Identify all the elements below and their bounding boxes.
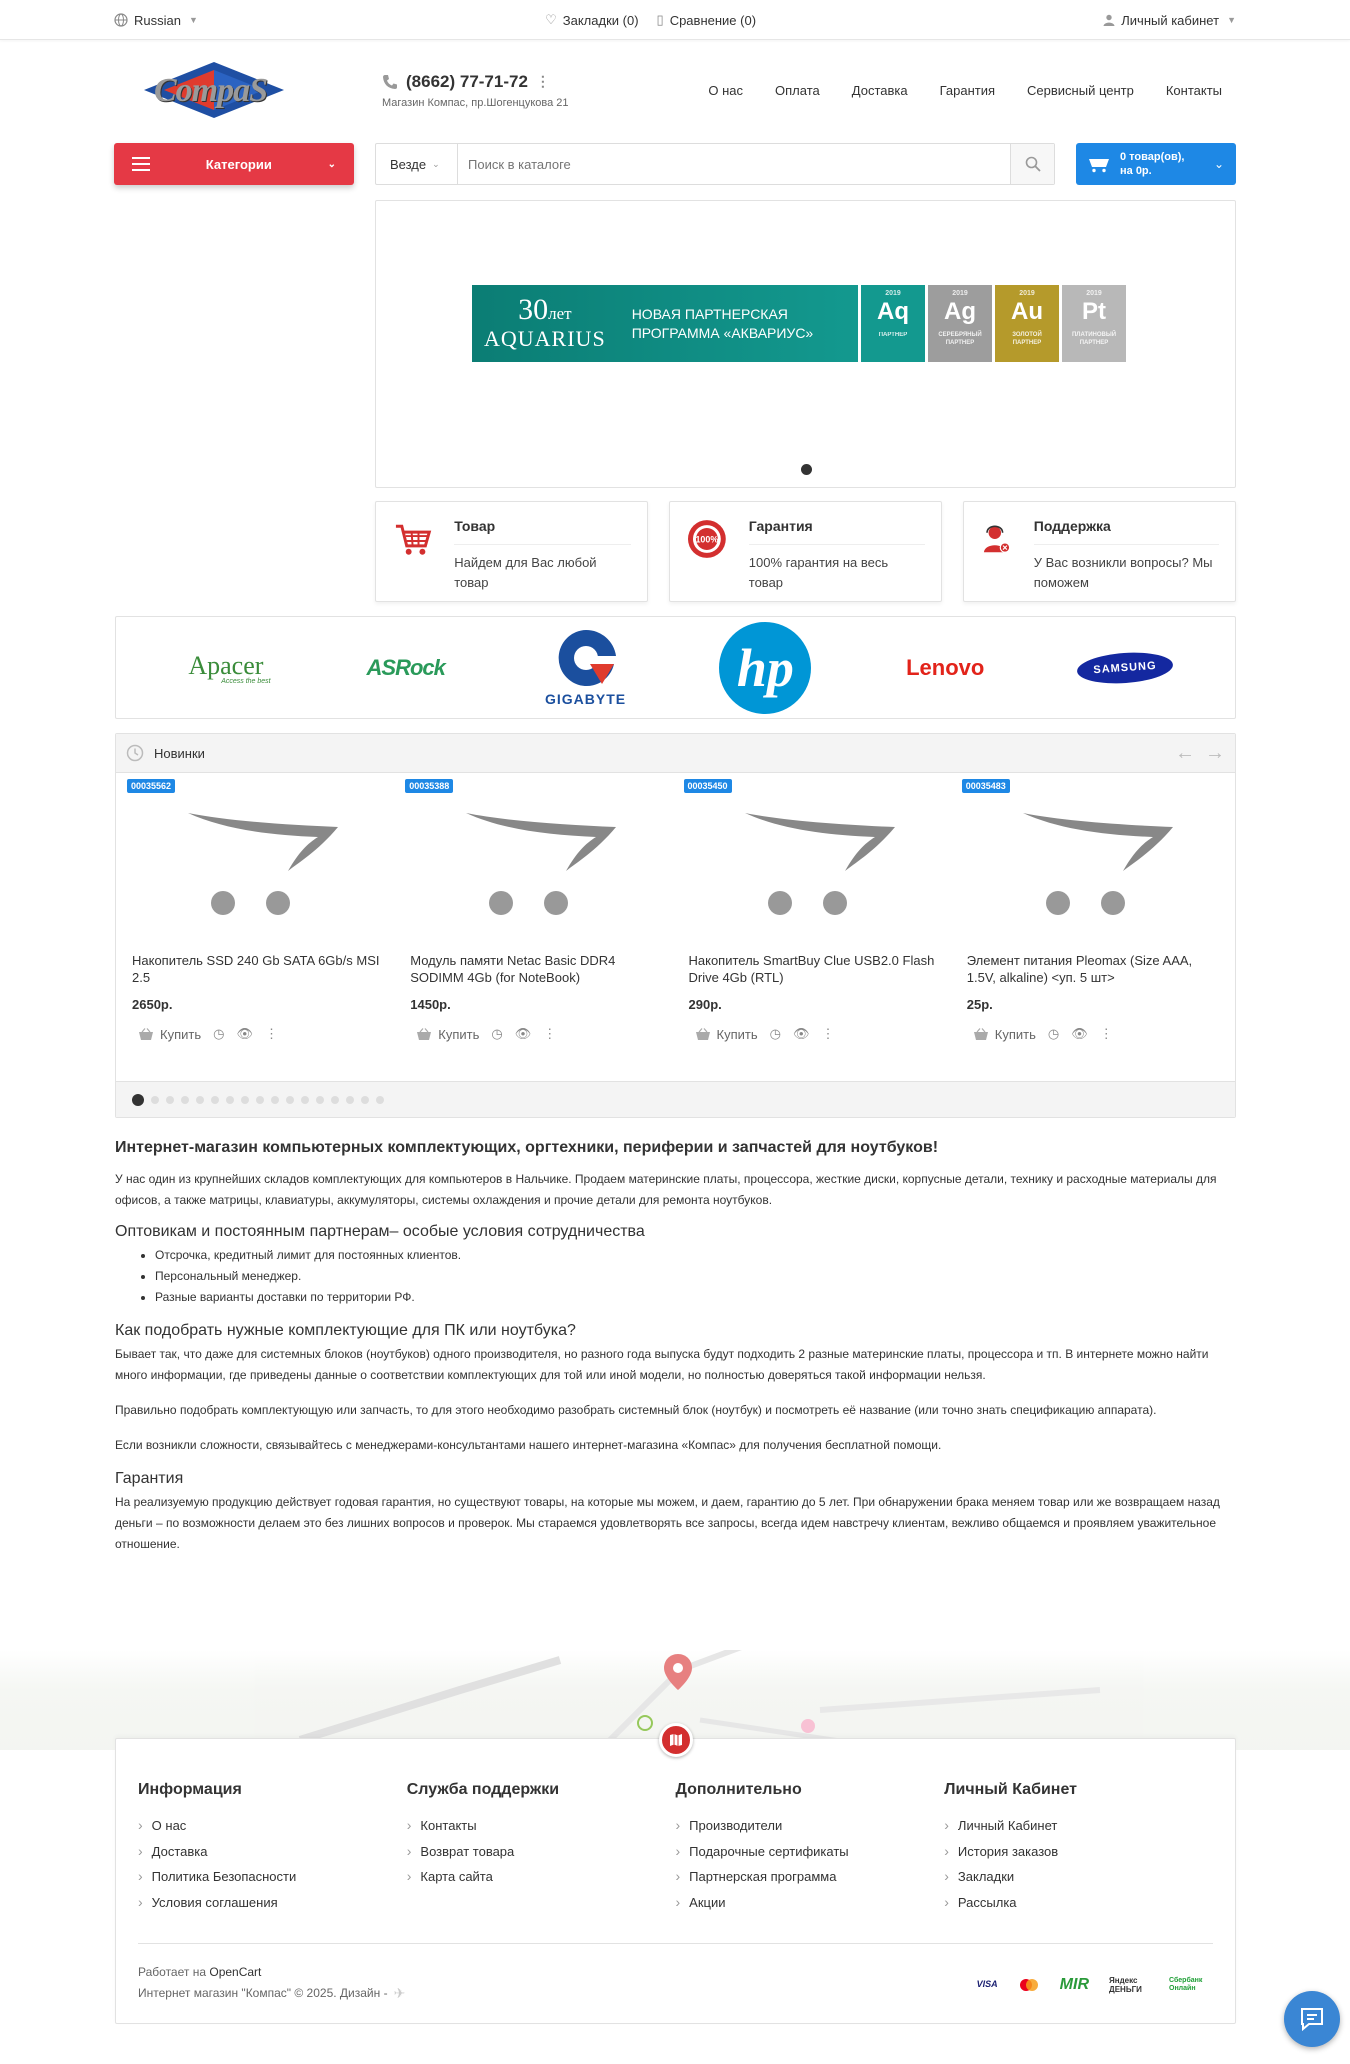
brand-asrock-label: ASRock <box>366 654 445 680</box>
chevron-down-icon: ▼ <box>188 15 198 25</box>
categories-button[interactable] <box>114 143 354 185</box>
more-vertical-icon[interactable]: ⋮ <box>543 1026 557 1041</box>
badge-symbol: Pt <box>1082 298 1106 325</box>
feature-text: 100% гарантия на весь товар <box>748 555 889 590</box>
footer-column-title: Личный Кабинет <box>944 1781 1077 1798</box>
feature-title: Товар <box>454 518 631 545</box>
eye-icon[interactable]: 👁 <box>514 1026 532 1041</box>
brands-carousel <box>115 616 1236 719</box>
pagination-dot[interactable] <box>196 1096 204 1104</box>
list-item: • Персональный менеджер. <box>155 1266 1236 1287</box>
product-list <box>116 773 1235 1078</box>
pagination-dot[interactable] <box>286 1096 294 1104</box>
pagination-dot[interactable] <box>301 1096 309 1104</box>
user-icon <box>1103 14 1115 26</box>
globe-icon <box>114 13 128 27</box>
content-subheading: Оптовикам и постоянным партнерам– особые условия сотрудничества <box>115 1223 645 1240</box>
badge-symbol: Ag <box>944 298 976 325</box>
visa-icon: VISA <box>976 1979 998 1989</box>
list-item: • Отсрочка, кредитный лимит для постоянных клиентов. <box>155 1245 1236 1266</box>
bookmarks-link[interactable] <box>545 12 638 28</box>
badge-caption: ПЛАТИНОВЫЙ ПАРТНЕР <box>1071 332 1117 346</box>
content-subheading: Как подобрать нужные комплектующие для ПК или ноутбука? <box>115 1322 576 1339</box>
product-card[interactable] <box>119 773 397 1078</box>
footer-column <box>138 1781 407 1915</box>
aquarius-banner[interactable] <box>472 285 1126 362</box>
sberbank-icon: Сбербанк Онлайн <box>1169 1976 1203 1992</box>
chevron-down-icon: ⌄ <box>1213 157 1224 171</box>
product-name[interactable]: Модуль памяти Netac Basic DDR4 SODIMM 4Gb (for NoteBook) <box>410 953 616 985</box>
pagination-dot[interactable] <box>241 1096 249 1104</box>
footer-link[interactable]: › Закладки <box>944 1864 1213 1890</box>
novelties-title: Новинки <box>154 745 205 761</box>
language-label: Russian <box>134 12 181 28</box>
product-image-placeholder[interactable] <box>687 773 943 928</box>
banner-brand: AQUARIUS <box>484 326 606 351</box>
content-paragraph: Бывает так, что даже для системных блоков (ноутбуков) одного производителя, но разного года выпуска будут подходить 2 разные материнские платы, процессора и тп. В интернете можно найти много информации, где приведены данные о соответствии комплектующих для той или иной модели, но полностью доверяться такой информации нельзя. <box>115 1347 1209 1382</box>
search-scope-select[interactable] <box>376 144 458 184</box>
phone-label: (8662) 77-71-72 <box>406 71 528 91</box>
footer-column <box>676 1781 945 1915</box>
feature-text: Найдем для Вас любой товар <box>454 555 597 590</box>
content-list <box>155 1245 1236 1308</box>
brand-apacer[interactable] <box>151 623 301 713</box>
product-price: 1450р. <box>410 997 451 1012</box>
more-vertical-icon[interactable]: ⋮ <box>264 1026 278 1041</box>
footer-link[interactable]: › Производители <box>676 1813 945 1839</box>
gigabyte-logo-icon <box>550 628 622 688</box>
cart-placeholder-icon <box>725 791 905 921</box>
compare-label: Сравнение (0) <box>669 12 757 28</box>
chevron-down-icon: ⌄ <box>432 158 440 169</box>
footer-column <box>407 1781 676 1915</box>
eye-icon[interactable]: 👁 <box>792 1026 810 1041</box>
mir-icon: MIR <box>1059 1976 1089 1993</box>
product-sku-badge: 00035388 <box>405 779 453 793</box>
top-bar <box>0 0 1350 40</box>
product-sku-badge: 00035483 <box>962 779 1010 793</box>
cart-placeholder-icon <box>446 791 626 921</box>
pagination-dot[interactable] <box>271 1096 279 1104</box>
feature-text: У Вас возникли вопросы? Мы поможем <box>1033 555 1213 590</box>
pagination-dot[interactable] <box>211 1096 219 1104</box>
map-toggle-button[interactable] <box>659 1723 693 1757</box>
partner-badge <box>995 285 1059 362</box>
buy-button[interactable] <box>973 1027 1036 1042</box>
store-address: Магазин Компас, пр.Шогенцукова 21 <box>382 96 569 109</box>
timer-icon[interactable]: ◷ <box>491 1026 503 1041</box>
basket-icon <box>138 1028 154 1041</box>
nav-delivery[interactable]: Доставка <box>851 82 908 98</box>
phone-icon <box>382 74 398 90</box>
basket-icon <box>416 1028 432 1041</box>
yandex-money-icon: Яндекс ДЕНЬГИ <box>1109 1975 1142 1994</box>
footer-links <box>676 1813 945 1915</box>
pagination-dot[interactable] <box>331 1096 339 1104</box>
warranty-seal-icon <box>686 518 728 560</box>
content-heading: Интернет-магазин компьютерных комплектующих, оргтехники, периферии и запчастей для ноутбуков! <box>115 1139 939 1156</box>
cart-placeholder-icon <box>168 791 348 921</box>
pagination-dot[interactable] <box>361 1096 369 1104</box>
brand-samsung[interactable] <box>1050 623 1200 713</box>
pagination-dot[interactable] <box>166 1096 174 1104</box>
nav-service-center[interactable]: Сервисный центр <box>1027 82 1134 98</box>
footer-link[interactable]: › Доставка <box>138 1839 407 1865</box>
slider-dot-active[interactable] <box>801 464 812 475</box>
banner-promo-line1: НОВАЯ ПАРТНЕРСКАЯ <box>631 305 788 322</box>
badge-symbol: Aq <box>877 298 909 325</box>
badge-year: 2019 <box>1019 290 1035 297</box>
brand-asrock[interactable] <box>331 623 481 713</box>
pagination-dot[interactable] <box>376 1096 384 1104</box>
product-card[interactable] <box>954 773 1232 1078</box>
pagination-dot[interactable] <box>132 1094 144 1106</box>
partner-badge <box>928 285 992 362</box>
buy-label: Купить <box>994 1026 1036 1042</box>
more-vertical-icon[interactable]: ⋮ <box>821 1026 835 1041</box>
mastercard-icon <box>1018 1978 1040 1992</box>
list-item: • Разные варианты доставки по территории РФ. <box>155 1287 1236 1308</box>
cart-placeholder-icon <box>1003 791 1183 921</box>
search-bar <box>375 143 1055 185</box>
eye-icon[interactable]: 👁 <box>1071 1026 1088 1041</box>
brand-lenovo-label: Lenovo <box>906 654 985 680</box>
product-sku-badge: 00035562 <box>127 779 175 793</box>
brand-apacer-label: Apacer <box>188 650 264 680</box>
search-row <box>0 142 1350 186</box>
pagination-dot[interactable] <box>346 1096 354 1104</box>
footer-link[interactable]: › Возврат товара <box>407 1839 676 1865</box>
nav-about[interactable]: О нас <box>708 82 744 98</box>
brand-hp[interactable] <box>690 623 840 713</box>
brand-lenovo[interactable] <box>870 623 1020 713</box>
buy-button[interactable] <box>416 1027 479 1042</box>
product-price: 2650р. <box>132 997 173 1012</box>
product-price: 290р. <box>688 997 722 1012</box>
product-image-placeholder[interactable] <box>130 773 386 928</box>
chat-button[interactable] <box>1284 1991 1340 2047</box>
footer-link[interactable]: › Условия соглашения <box>138 1890 407 1916</box>
novelties-section <box>115 733 1236 1118</box>
designer-logo-icon[interactable]: ✈ <box>393 1985 406 2001</box>
map-icon <box>669 1733 683 1747</box>
footer-column-title: Информация <box>138 1781 242 1798</box>
product-name[interactable]: Накопитель SmartBuy Clue USB2.0 Flash Drive 4Gb (RTL) <box>688 953 935 985</box>
more-vertical-icon[interactable]: ⋮ <box>535 73 550 89</box>
logo-text: CompaS <box>154 72 268 109</box>
footer-link[interactable]: › Личный Кабинет <box>944 1813 1213 1839</box>
pagination-dot[interactable] <box>151 1096 159 1104</box>
buy-button[interactable] <box>695 1027 758 1042</box>
brand-gigabyte-label: GIGABYTE <box>545 691 627 707</box>
nav-warranty[interactable]: Гарантия <box>939 82 996 98</box>
eye-icon[interactable]: 👁 <box>236 1026 253 1041</box>
buy-label: Купить <box>438 1026 480 1042</box>
novelties-header <box>116 734 1235 773</box>
feature-product <box>375 501 648 602</box>
more-vertical-icon[interactable]: ⋮ <box>1099 1026 1113 1041</box>
account-label: Личный кабинет <box>1121 12 1220 28</box>
cart-total: на 0р. <box>1120 165 1152 177</box>
pagination-dot[interactable] <box>226 1096 234 1104</box>
footer-link[interactable]: › Карта сайта <box>407 1864 676 1890</box>
compare-icon: ▯ <box>656 12 664 27</box>
search-icon <box>1025 156 1041 172</box>
timer-icon[interactable]: ◷ <box>1047 1026 1060 1041</box>
compare-link[interactable] <box>657 12 757 28</box>
product-name[interactable]: Элемент питания Pleomax (Size AAA, 1.5V, alkaline) <уп. 5 шт> <box>966 953 1193 985</box>
account-menu[interactable] <box>1103 13 1236 28</box>
product-price: 25р. <box>966 997 993 1012</box>
product-card[interactable] <box>397 773 675 1078</box>
feature-warranty <box>669 501 942 602</box>
language-selector[interactable] <box>114 13 198 28</box>
copyright: Интернет магазин "Компас" © 2025. Дизайн - <box>138 1986 388 2000</box>
content-paragraph: На реализуемую продукцию действует годовая гарантия, но существуют товары, на которые мы можем, и даем, гарантию до 5 лет. При обнаружении брака меняем товар или же возвращаем назад деньги – по возможности делаем это без лишних вопросов и проверок. Мы стараемся удовлетворять все запросы, всегда идем навстречу клиентам, вежливо общаемся и проявляем уважительное отношение. <box>115 1495 1220 1551</box>
banner-slider <box>375 200 1236 488</box>
feature-title: Поддержка <box>1034 518 1219 545</box>
cart-button[interactable] <box>1076 143 1236 185</box>
timer-icon[interactable]: ◷ <box>213 1026 225 1041</box>
footer-link[interactable]: › О нас <box>138 1813 407 1839</box>
arrow-right-icon[interactable]: → <box>1205 741 1225 764</box>
site-header <box>0 40 1350 140</box>
novelties-pagination <box>116 1081 1235 1117</box>
search-input[interactable] <box>458 144 1010 184</box>
footer-link[interactable]: › Контакты <box>407 1813 676 1839</box>
banner-promo-line2: ПРОГРАММА «АКВАРИУС» <box>631 324 814 341</box>
footer-column-title: Дополнительно <box>675 1781 802 1798</box>
footer-bottom <box>138 1943 1213 2004</box>
footer-link[interactable]: › Подарочные сертификаты <box>676 1839 945 1865</box>
phone-number[interactable] <box>382 72 569 92</box>
brand-apacer-tagline: Access the best <box>221 677 271 685</box>
cart-icon <box>1088 155 1110 173</box>
clock-icon <box>126 744 144 762</box>
hamburger-icon <box>132 157 150 171</box>
buy-label: Купить <box>716 1026 758 1042</box>
aquarius-panel <box>472 285 858 362</box>
site-logo[interactable] <box>134 58 294 122</box>
partner-badge <box>1062 285 1126 362</box>
footer-link[interactable]: › Рассылка <box>944 1890 1213 1916</box>
search-scope-label: Везде <box>390 156 427 172</box>
footer-column <box>944 1781 1213 1915</box>
footer-links <box>407 1813 676 1890</box>
badge-year: 2019 <box>1086 290 1102 297</box>
pagination-dot[interactable] <box>316 1096 324 1104</box>
footer-links <box>944 1813 1213 1915</box>
product-sku-badge: 00035450 <box>684 779 732 793</box>
badge-year: 2019 <box>952 290 968 297</box>
buy-label: Купить <box>160 1026 202 1042</box>
shopping-cart-icon <box>392 518 433 560</box>
badge-caption: ЗОЛОТОЙ ПАРТНЕР <box>1012 332 1042 346</box>
timer-icon[interactable]: ◷ <box>769 1026 781 1041</box>
pagination-dot[interactable] <box>256 1096 264 1104</box>
footer-column-title: Служба поддержки <box>406 1781 560 1798</box>
svg-text:100%: 100% <box>695 534 719 545</box>
nav-contacts[interactable]: Контакты <box>1165 82 1222 98</box>
nav-payment[interactable]: Оплата <box>775 82 820 98</box>
banner-years: 30 <box>518 293 549 326</box>
brand-hp-label: hp <box>736 637 794 698</box>
brand-samsung-label: SAMSUNG <box>1093 659 1157 676</box>
feature-support <box>963 501 1236 602</box>
main-nav <box>708 83 1222 98</box>
brand-gigabyte[interactable] <box>511 623 661 713</box>
footer-link[interactable]: › История заказов <box>944 1839 1213 1865</box>
content-paragraph: Если возникли сложности, связывайтесь с менеджерами-консультантами нашего интернет-магазина «Компас» для получения бесплатной помощи. <box>115 1438 942 1452</box>
product-name[interactable]: Накопитель SSD 240 Gb SATA 6Gb/s MSI 2.5 <box>132 953 380 985</box>
chat-icon <box>1299 2007 1325 2031</box>
content-paragraph: Правильно подобрать комплектующую или запчасть, то для этого необходимо разобрать системный блок (ноутбук) и посмотреть её название (или точно знать спецификацию аппарата). <box>115 1403 1157 1417</box>
product-image-placeholder[interactable] <box>408 773 664 928</box>
product-card[interactable] <box>676 773 954 1078</box>
buy-button[interactable] <box>138 1027 201 1042</box>
feature-title: Гарантия <box>749 518 925 545</box>
badge-symbol: Au <box>1011 298 1043 325</box>
content-paragraph: У нас один из крупнейших складов комплектующих для компьютеров в Нальчике. Продаем материнские платы, процессора, жесткие диски, корпусные детали, технику и расходные материалы для офисов, а также матрицы, клавиатуры, аккумуляторы, системы охлаждения и прочие детали для ремонта ноутбуков. <box>115 1172 1217 1207</box>
partner-badge <box>861 285 925 362</box>
chevron-down-icon: ▼ <box>1227 15 1236 25</box>
footer-links <box>138 1813 407 1915</box>
footer-link[interactable]: › Политика Безопасности <box>138 1864 407 1890</box>
search-button[interactable] <box>1010 144 1054 184</box>
categories-label: Категории <box>205 156 272 172</box>
seo-content <box>115 1139 1236 1569</box>
powered-by-label: Работает на <box>138 1965 207 1979</box>
footer-link[interactable]: › Партнерская программа <box>676 1864 945 1890</box>
partner-badges <box>858 285 1126 362</box>
badge-caption: ПАРТНЕР <box>878 332 908 338</box>
badge-year: 2019 <box>885 290 901 297</box>
product-image-placeholder[interactable] <box>965 773 1221 928</box>
arrow-left-icon[interactable]: ← <box>1175 741 1195 764</box>
bookmarks-label: Закладки (0) <box>562 12 639 28</box>
payment-methods <box>977 1974 1213 1995</box>
opencart-link[interactable]: OpenCart <box>209 1965 262 1979</box>
chevron-down-icon: ⌄ <box>327 158 336 170</box>
basket-icon <box>695 1028 711 1041</box>
badge-caption: СЕРЕБРЯНЫЙ ПАРТНЕР <box>938 332 982 346</box>
cart-count: 0 товар(ов), <box>1120 151 1185 163</box>
heart-icon: ♡ <box>545 12 557 27</box>
features-row <box>375 501 1236 602</box>
footer-columns <box>116 1739 1235 1915</box>
support-agent-icon <box>980 518 1013 560</box>
basket-icon <box>973 1028 989 1041</box>
banner-years-word: лет <box>548 304 572 323</box>
pagination-dot[interactable] <box>181 1096 189 1104</box>
content-subheading: Гарантия <box>115 1470 184 1487</box>
site-footer <box>115 1738 1236 2024</box>
footer-link[interactable]: › Акции <box>676 1890 945 1916</box>
